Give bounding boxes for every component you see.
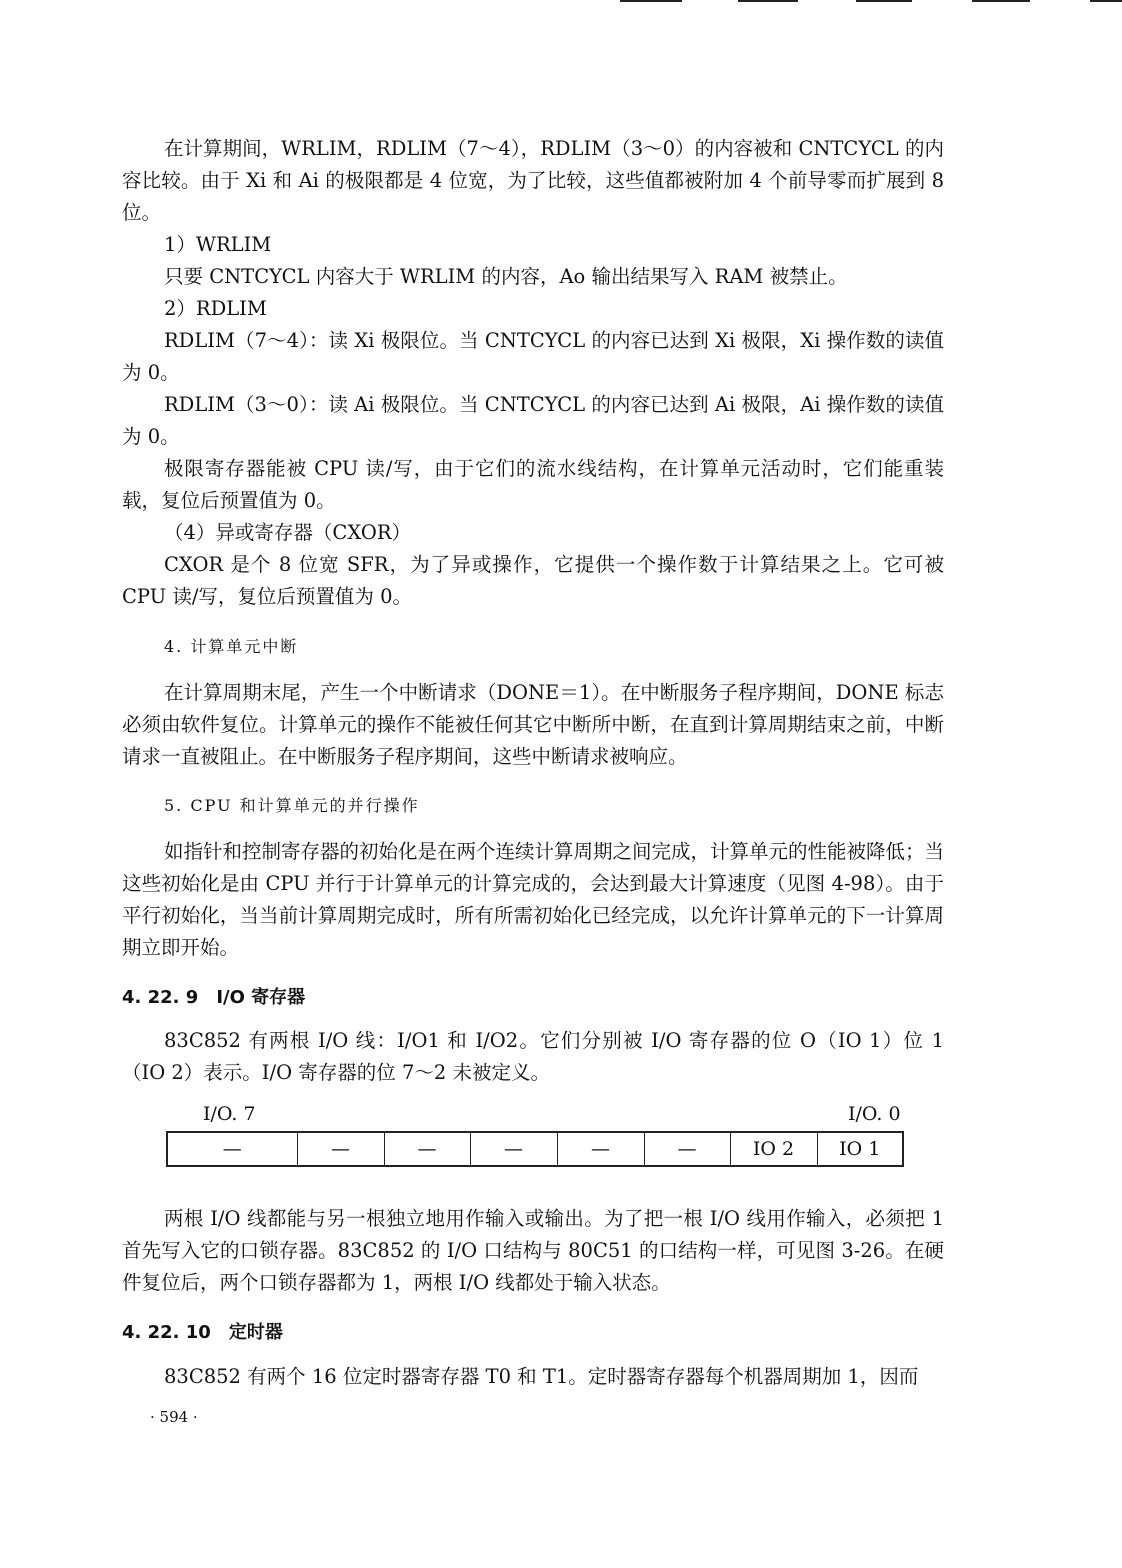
list-item-cxor: （4）异或寄存器（CXOR） bbox=[164, 521, 412, 544]
paragraph-interrupt: 在计算周期末尾，产生一个中断请求（DONE＝1）。在中断服务子程序期间，DONE 标志必须由软件复位。计算单元的操作不能被任何其它中断所中断，在直到计算周期结束之前，中断请求一直被阻止。在中断服务子程序期间，这些中断请求被响应。 bbox=[122, 681, 944, 768]
section-heading-timer bbox=[122, 1318, 283, 1344]
section-title: I/O 寄存器 bbox=[216, 987, 306, 1008]
register-bit-3: — bbox=[557, 1132, 644, 1166]
scan-line bbox=[972, 0, 1030, 2]
subheading-interrupt: 4. 计算单元中断 bbox=[164, 637, 299, 656]
section-number: 4. 22. 9 bbox=[122, 987, 199, 1008]
list-item-rdlim: 2）RDLIM bbox=[164, 297, 267, 320]
register-label-lsb: I/O. 0 bbox=[848, 1103, 901, 1125]
paragraph-cxor: CXOR 是个 8 位宽 SFR，为了异或操作，它提供一个操作数于计算结果之上。它可被 CPU 读/写，复位后预置值为 0。 bbox=[122, 553, 944, 608]
scan-line bbox=[620, 0, 682, 2]
register-bit-1: IO 2 bbox=[730, 1132, 817, 1166]
paragraph-io-usage: 两根 I/O 线都能与另一根独立地用作输入或输出。为了把一根 I/O 线用作输入，必须把 1 首先写入它的口锁存器。83C852 的 I/O 口结构与 80C51 的口结构一样，可见图 3-26。在硬件复位后，两个口锁存器都为 1，两根 I/O 线都处于输入状态。 bbox=[122, 1207, 944, 1294]
register-label-msb: I/O. 7 bbox=[203, 1103, 256, 1125]
register-bit-5: — bbox=[384, 1132, 470, 1166]
section-title: 定时器 bbox=[228, 1322, 283, 1343]
register-bit-4: — bbox=[470, 1132, 557, 1166]
page-number: · 594 · bbox=[150, 1408, 198, 1426]
paragraph-limit-registers: 极限寄存器能被 CPU 读/写，由于它们的流水线结构，在计算单元活动时，它们能重装载，复位后预置值为 0。 bbox=[122, 457, 944, 512]
paragraph-rdlim-xi: RDLIM（7～4）：读 Xi 极限位。当 CNTCYCL 的内容已达到 Xi 极限，Xi 操作数的读值为 0。 bbox=[122, 329, 944, 384]
register-bit-0: IO 1 bbox=[817, 1132, 903, 1166]
io-register-table bbox=[166, 1131, 904, 1167]
subheading-parallel: 5. CPU 和计算单元的并行操作 bbox=[164, 796, 420, 815]
paragraph-compare: 在计算期间，WRLIM，RDLIM（7～4），RDLIM（3～0）的内容被和 CNTCYCL 的内容比较。由于 Xi 和 Ai 的极限都是 4 位宽，为了比较，这些值都被附加 4 个前导零而扩展到 8 位。 bbox=[122, 137, 944, 224]
paragraph-io-lines: 83C852 有两根 I/O 线：I/O1 和 I/O2。它们分别被 I/O 寄存器的位 O（IO 1）位 1（IO 2）表示。I/O 寄存器的位 7～2 未被定义。 bbox=[122, 1029, 944, 1084]
paragraph-wrlim: 只要 CNTCYCL 内容大于 WRLIM 的内容，Ao 输出结果写入 RAM 被禁止。 bbox=[164, 265, 848, 288]
register-bit-6: — bbox=[297, 1132, 384, 1166]
register-bit-7: — bbox=[222, 1138, 242, 1160]
section-heading-io-register bbox=[122, 983, 305, 1009]
list-item-wrlim: 1）WRLIM bbox=[164, 233, 272, 256]
section-number: 4. 22. 10 bbox=[122, 1322, 211, 1343]
paragraph-parallel: 如指针和控制寄存器的初始化是在两个连续计算周期之间完成，计算单元的性能被降低；当这些初始化是由 CPU 并行于计算单元的计算完成的，会达到最大计算速度（见图 4-98）。由于平行初始化，当当前计算周期完成时，所有所需初始化已经完成，以允许计算单元的下一计算周期立即开始。 bbox=[122, 840, 945, 959]
paragraph-rdlim-ai: RDLIM（3～0）：读 Ai 极限位。当 CNTCYCL 的内容已达到 Ai 极限，Ai 操作数的读值为 0。 bbox=[122, 393, 944, 448]
table-row bbox=[167, 1132, 903, 1166]
scan-line bbox=[738, 0, 798, 2]
paragraph-timer: 83C852 有两个 16 位定时器寄存器 T0 和 T1。定时器寄存器每个机器周期加 1，因而 bbox=[164, 1365, 919, 1388]
scan-line bbox=[1090, 0, 1122, 2]
register-bit-2: — bbox=[644, 1132, 730, 1166]
scan-line bbox=[856, 0, 912, 2]
